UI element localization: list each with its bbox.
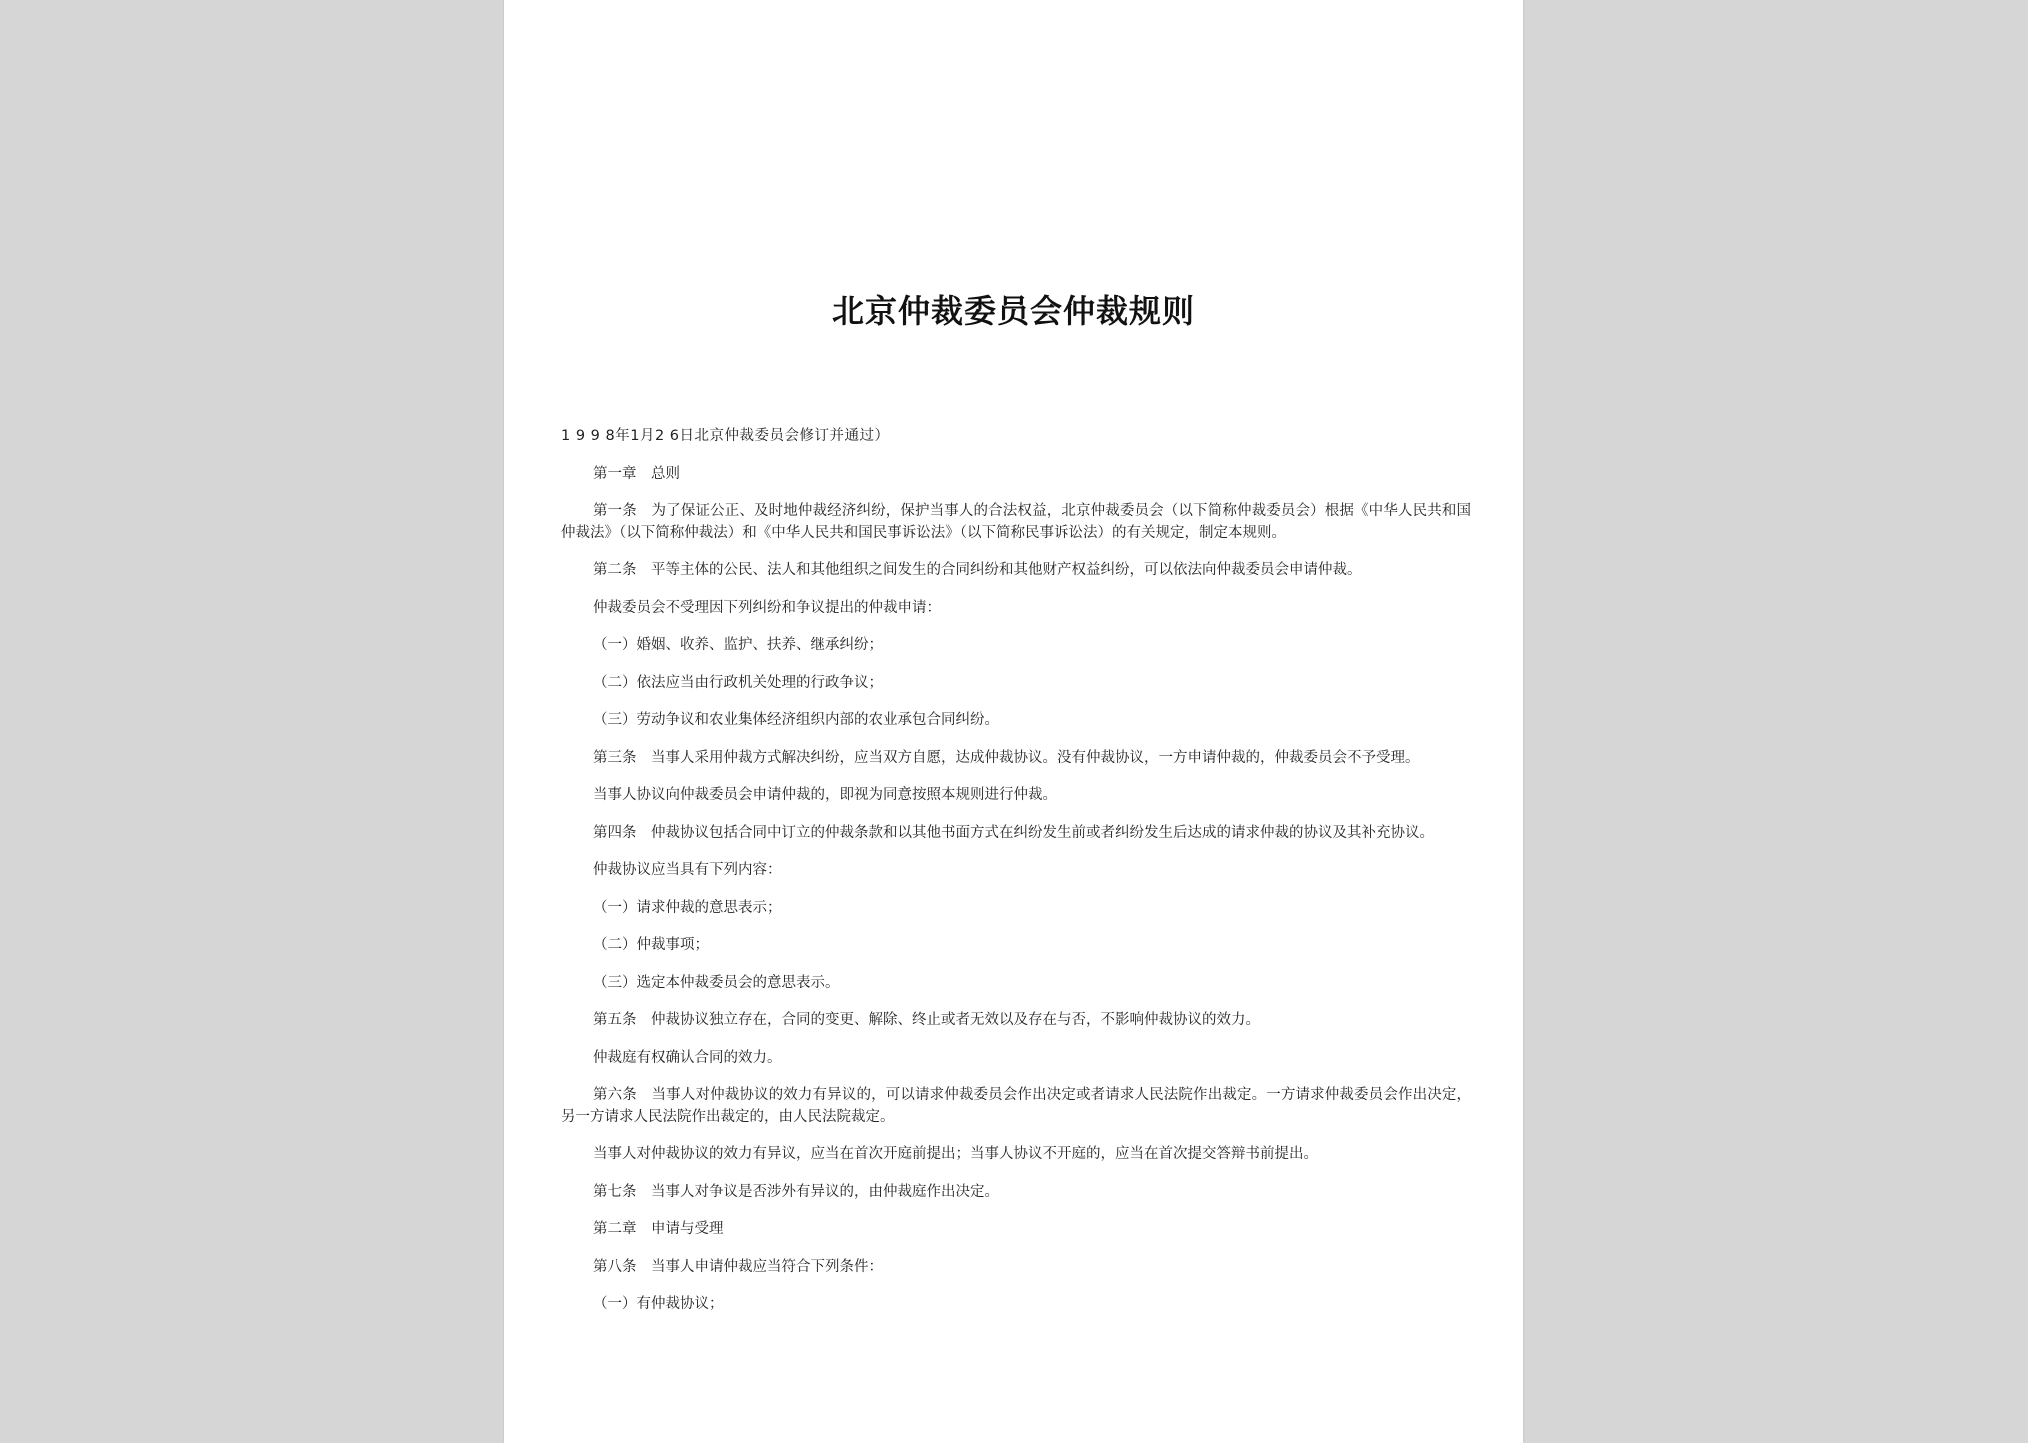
paragraph: 第一条 为了保证公正、及时地仲裁经济纠纷，保护当事人的合法权益，北京仲裁委员会（以下简称仲裁委员会）根据《中华人民共和国仲裁法》（以下简称仲裁法）和《中华人民共和国民事诉讼法》（以下简称民事诉讼法）的有关规定，制定本规则。: [561, 503, 1471, 541]
paragraph: 第六条 当事人对仲裁协议的效力有异议的，可以请求仲裁委员会作出决定或者请求人民法院作出裁定。一方请求仲裁委员会作出决定，另一方请求人民法院作出裁定的，由人民法院裁定。: [561, 1087, 1471, 1125]
paragraph: （二）依法应当由行政机关处理的行政争议；: [593, 674, 883, 691]
paragraph: 当事人协议向仲裁委员会申请仲裁的，即视为同意按照本规则进行仲裁。: [593, 787, 1057, 803]
paragraph: 仲裁庭有权确认合同的效力。: [593, 1049, 782, 1066]
document-page: [504, 0, 1523, 1443]
paragraph: 仲裁协议应当具有下列内容：: [593, 862, 782, 878]
paragraph: （三）选定本仲裁委员会的意思表示。: [593, 974, 840, 991]
paragraph: （一）有仲裁协议；: [593, 1296, 724, 1312]
paragraph: （一）请求仲裁的意思表示；: [593, 899, 782, 916]
paragraph: 1 9 9 8年1月2 6日北京仲裁委员会修订并通过）: [561, 428, 890, 444]
paragraph: 第四条 仲裁协议包括合同中订立的仲裁条款和以其他书面方式在纠纷发生前或者纠纷发生后达成的请求仲裁的协议及其补充协议。: [593, 824, 1434, 841]
paragraph: 第一章 总则: [593, 465, 680, 482]
paragraph: 第二条 平等主体的公民、法人和其他组织之间发生的合同纠纷和其他财产权益纠纷，可以依法向仲裁委员会申请仲裁。: [593, 562, 1362, 578]
paragraph: 当事人对仲裁协议的效力有异议，应当在首次开庭前提出；当事人协议不开庭的，应当在首次提交答辩书前提出。: [593, 1146, 1318, 1162]
document-title: 北京仲裁委员会仲裁规则: [831, 292, 1195, 330]
paragraph: 仲裁委员会不受理因下列纠纷和争议提出的仲裁申请：: [593, 599, 941, 616]
paragraph: 第五条 仲裁协议独立存在，合同的变更、解除、终止或者无效以及存在与否，不影响仲裁协议的效力。: [593, 1012, 1260, 1028]
paragraph: （二）仲裁事项；: [593, 937, 709, 953]
paragraph: （一）婚姻、收养、监护、扶养、继承纠纷；: [593, 637, 883, 653]
paragraph: 第八条 当事人申请仲裁应当符合下列条件：: [593, 1258, 883, 1275]
paragraph: 第二章 申请与受理: [593, 1221, 724, 1237]
paragraph: 第七条 当事人对争议是否涉外有异议的，由仲裁庭作出决定。: [593, 1183, 999, 1200]
paragraph: （三）劳动争议和农业集体经济组织内部的农业承包合同纠纷。: [593, 712, 999, 728]
paragraph: 第三条 当事人采用仲裁方式解决纠纷，应当双方自愿，达成仲裁协议。没有仲裁协议，一方申请仲裁的，仲裁委员会不予受理。: [593, 749, 1420, 766]
document-body: [561, 426, 1471, 1332]
